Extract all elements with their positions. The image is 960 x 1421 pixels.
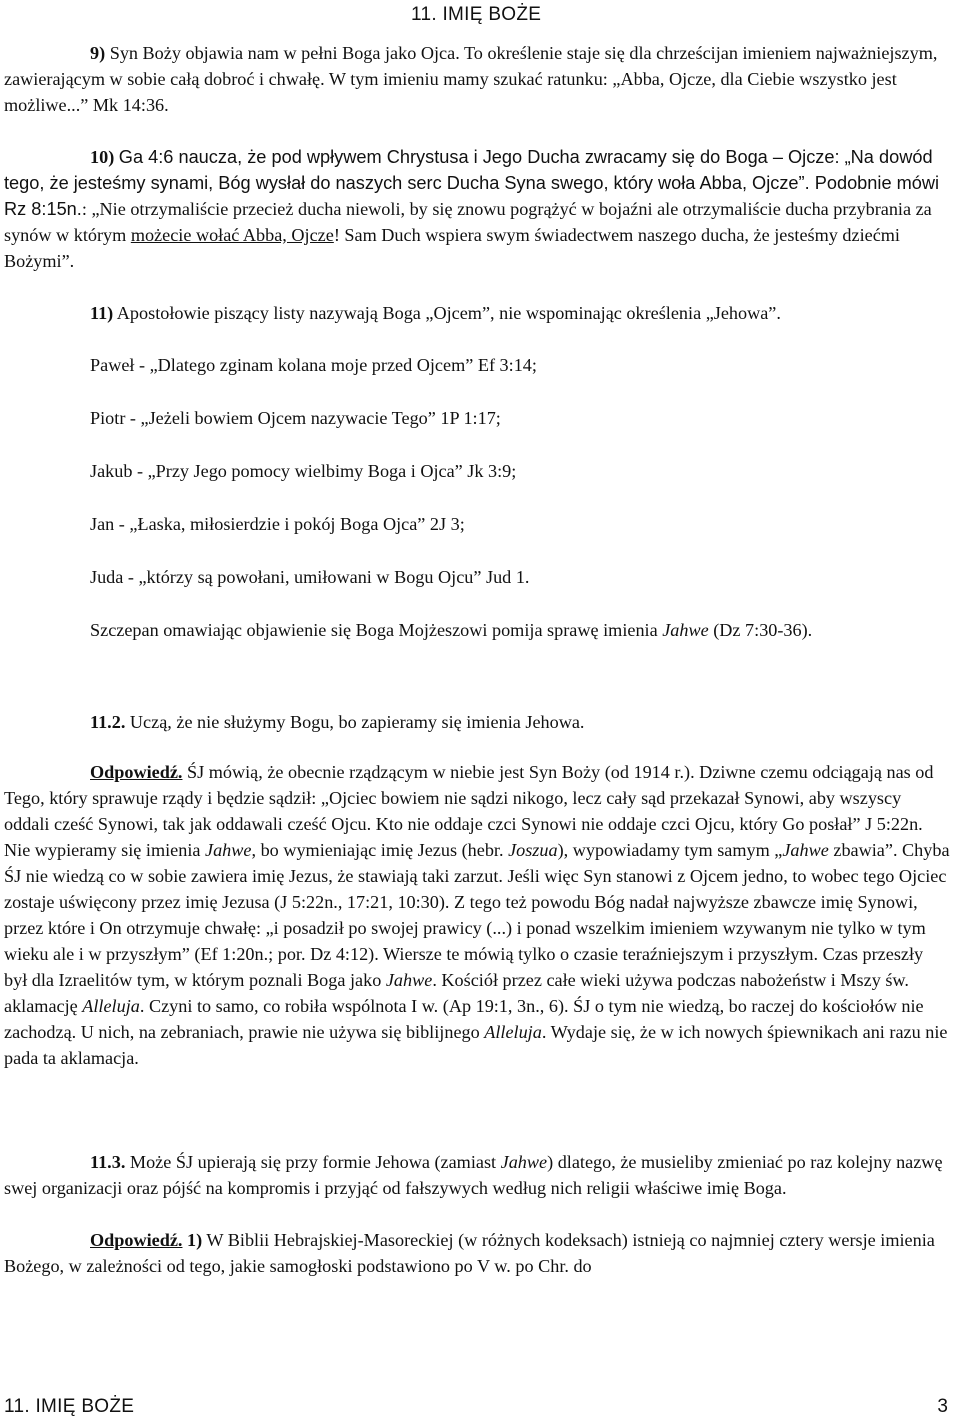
paragraph-text-end: ! Sam Duch wspiera swym świadectwem naszego ducha, że jesteśmy dziećmi Bożymi”. <box>4 225 900 271</box>
section-11-3-paragraph <box>4 1149 950 1201</box>
answer-text: ), wypowiadamy tym samym „ <box>557 840 783 860</box>
section-title: Uczą, że nie służymy Bogu, bo zapieramy się imienia Jehowa. <box>129 712 585 732</box>
quote-paul: Paweł - „Dlatego zginam kolana moje przed Ojcem” Ef 3:14; <box>90 355 537 375</box>
answer-text: . Wydaje się, że w ich nowych śpiewnikach ani razu nie pada ta aklamacja. <box>4 1022 948 1068</box>
answer-label: Odpowiedź. <box>90 1230 183 1250</box>
answer-text: zbawia”. Chyba ŚJ nie wiedzą co w sobie zawiera imię Jezus, że stawiają taki zarzut. Jeśli więc Syn stanowi z Ojcem jedno, to wobec tego Ojciec zostaje uświęcony przez imię Jezusa (J 5:22n., 17:21, 10:30). Z tego też powodu Bóg nadał najwyższe zbawcze imię Synowi, przez które i On otrzymuje chwałę: „i posadził po swojej prawicy (...) i ponad wszelkim imieniem wzywanym nie tylko w tym wieku ale i w przyszłym” (Ef 1:20n.; por. Dz 4:12). Wiersze te mówią tylko o czasie teraźniejszym i przyszłym. Czas przeszły był dla Izraelitów tym, w którym poznali Boga jako <box>4 840 950 990</box>
underlined-quote: możecie wołać Abba, Ojcze <box>130 225 334 245</box>
paragraph-text: Apostołowie piszący listy nazywają Boga „Ojcem”, nie wspominając określenia „Jehowa”. <box>116 303 781 323</box>
paragraph-text: Szczepan omawiając objawienie się Boga Mojżeszowi pomija sprawę imienia <box>90 620 663 640</box>
item-number: 9) <box>90 43 106 63</box>
answer-paragraph-2 <box>4 1227 950 1279</box>
footer-title: 11. IMIĘ BOŻE <box>4 1396 135 1417</box>
quote-peter: Piotr - „Jeżeli bowiem Ojcem nazywacie Tego” 1P 1:17; <box>90 408 501 428</box>
document-body <box>4 40 950 1279</box>
paragraph-text-cont: : „Nie otrzymaliście przecież ducha niewoli, by się znowu pogrążyć w bojaźni ale otrzymaliście ducha przybrania za synów w którym <box>4 199 932 245</box>
answer-text: . Kościół przez całe wieki używa podczas nabożeństw i Mszy św. aklamację <box>4 970 909 1016</box>
paragraph-11 <box>4 300 950 326</box>
answer-text: W Biblii Hebrajskiej-Masoreckiej (w różnych kodeksach) istnieją co najmniej cztery wersje imienia Bożego, w zależności od tego, jakie samogłoski podstawiono po V w. po Chr. do <box>4 1230 935 1276</box>
quote-james: Jakub - „Przy Jego pomocy wielbimy Boga i Ojca” Jk 3:9; <box>90 461 517 481</box>
section-text-end: ) dlatego, że musieliby zmieniać po raz kolejny nazwę swej organizacji oraz pójść na kompromis i przyjąć od fałszywych według nich religii właściwe imię Boga. <box>4 1152 943 1198</box>
paragraph-text-end: (Dz 7:30-36). <box>708 620 813 640</box>
item-number: 10) <box>90 147 115 167</box>
answer-label: Odpowiedź. <box>90 762 183 782</box>
quote-john: Jan - „Łaska, miłosierdzie i pokój Boga Ojca” 2J 3; <box>90 514 465 534</box>
section-number: 11.2. <box>90 712 126 732</box>
italic-name: Joszua <box>508 840 558 860</box>
italic-name: Jahwe <box>782 840 829 860</box>
section-11-2-heading <box>4 709 950 735</box>
italic-name: Jahwe <box>385 970 433 990</box>
italic-name: Jahwe <box>662 620 709 640</box>
section-number: 11.3. <box>90 1152 126 1172</box>
section-text: Może ŚJ upierają się przy formie Jehowa (zamiast <box>129 1152 501 1172</box>
paragraph-stephen <box>4 617 950 643</box>
paragraph-text: Syn Boży objawia nam w pełni Boga jako Ojca. To określenie staje się dla chrześcijan imieniem najważniejszym, zawierającym w sobie całą dobroć i chwałę. W tym imieniu mamy szukać ratunku: „Abba, Ojcze, dla Ciebie wszystko jest możliwe...” Mk 14:36. <box>4 43 938 115</box>
page-number: 3 <box>937 1396 948 1417</box>
italic-name: Alleluja <box>484 1022 542 1042</box>
answer-text: . Czyni to samo, co robiła wspólnota I w. (Ap 19:1, 3n., 6). ŚJ o tym nie wiedzą, bo raczej do kościołów nie zachodzą. U nich, na zebraniach, prawie nie używa się biblijnego <box>4 996 924 1042</box>
answer-paragraph-1 <box>4 759 950 1071</box>
item-number: 1) <box>187 1230 203 1250</box>
italic-name: Alleluja <box>82 996 140 1016</box>
paragraph-9 <box>4 40 950 118</box>
answer-text: , bo wymieniając imię Jezus (hebr. <box>251 840 509 860</box>
paragraph-10 <box>4 144 950 274</box>
paragraph-text: Ga 4:6 naucza, że pod wpływem Chrystusa i Jego Ducha zwracamy się do Boga – Ojcze: „Na dowód tego, że jesteśmy synami, Bóg wysłał do naszych serc Ducha Syna swego, który woła Abba, Ojcze”. Podobnie mówi Rz 8:15n. <box>4 147 940 219</box>
italic-name: Jahwe <box>205 840 252 860</box>
italic-name: Jahwe <box>500 1152 548 1172</box>
item-number: 11) <box>90 303 114 323</box>
quote-jude: Juda - „którzy są powołani, umiłowani w Bogu Ojcu” Jud 1. <box>90 567 530 587</box>
page-header: 11. IMIĘ BOŻE <box>411 4 542 25</box>
answer-text: ŚJ mówią, że obecnie rządzącym w niebie jest Syn Boży (od 1914 r.). Dziwne czemu odciągają nas od Tego, który sprawuje rządy i będzie sądził: „Ojciec bowiem nie sądzi nikogo, lecz cały sąd przekazał Synowi, aby wszyscy oddali cześć Synowi, tak jak oddawali cześć Ojcu. Kto nie oddaje czci Synowi nie oddaje czci Ojcu, który Go posłał” J 5:22n. Nie wypieramy się imienia <box>4 762 934 860</box>
